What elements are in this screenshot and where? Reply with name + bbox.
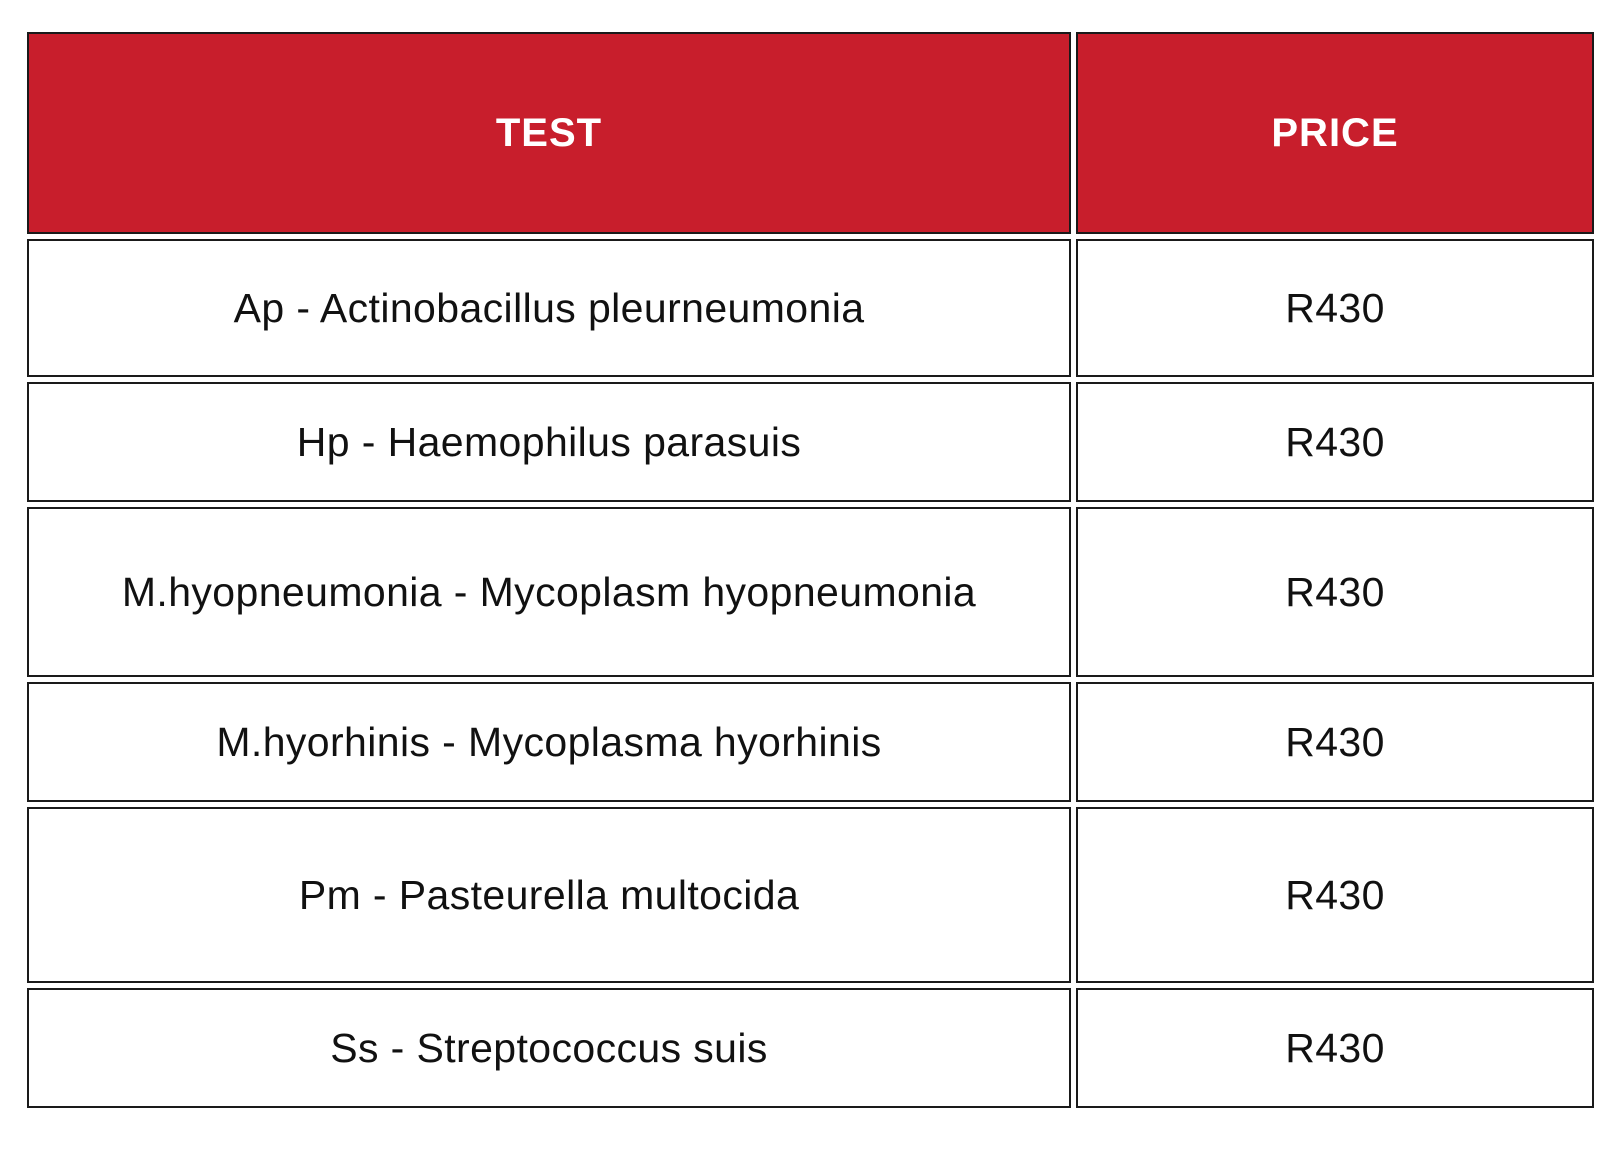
table-row-price — [1076, 239, 1594, 377]
test-price: R430 — [1285, 284, 1385, 331]
table-row-test — [27, 507, 1071, 677]
test-price: R430 — [1285, 718, 1385, 765]
test-price: R430 — [1285, 418, 1385, 465]
table-row-test — [27, 382, 1071, 502]
test-name: Ap - Actinobacillus pleurneumonia — [233, 284, 865, 331]
header-test-label: TEST — [495, 110, 603, 155]
table-row-test — [27, 988, 1071, 1108]
table-row-price — [1076, 507, 1594, 677]
header-price — [1076, 32, 1594, 234]
test-price: R430 — [1285, 871, 1385, 918]
test-name: Pm - Pasteurella multocida — [298, 871, 800, 918]
price-table — [27, 32, 1594, 1108]
table-row-test — [27, 239, 1071, 377]
test-name: Hp - Haemophilus parasuis — [296, 418, 802, 465]
header-test — [27, 32, 1071, 234]
test-name: M.hyopneumonia - Mycoplasm hyopneumonia — [121, 568, 977, 615]
table-row-test — [27, 807, 1071, 983]
test-price: R430 — [1285, 568, 1385, 615]
test-name: Ss - Streptococcus suis — [330, 1024, 768, 1071]
table-row-price — [1076, 807, 1594, 983]
test-price: R430 — [1285, 1024, 1385, 1071]
test-name: M.hyorhinis - Mycoplasma hyorhinis — [216, 718, 882, 765]
header-price-label: PRICE — [1271, 110, 1399, 155]
table-row-price — [1076, 682, 1594, 802]
table-row-price — [1076, 382, 1594, 502]
table-row-test — [27, 682, 1071, 802]
table-row-price — [1076, 988, 1594, 1108]
